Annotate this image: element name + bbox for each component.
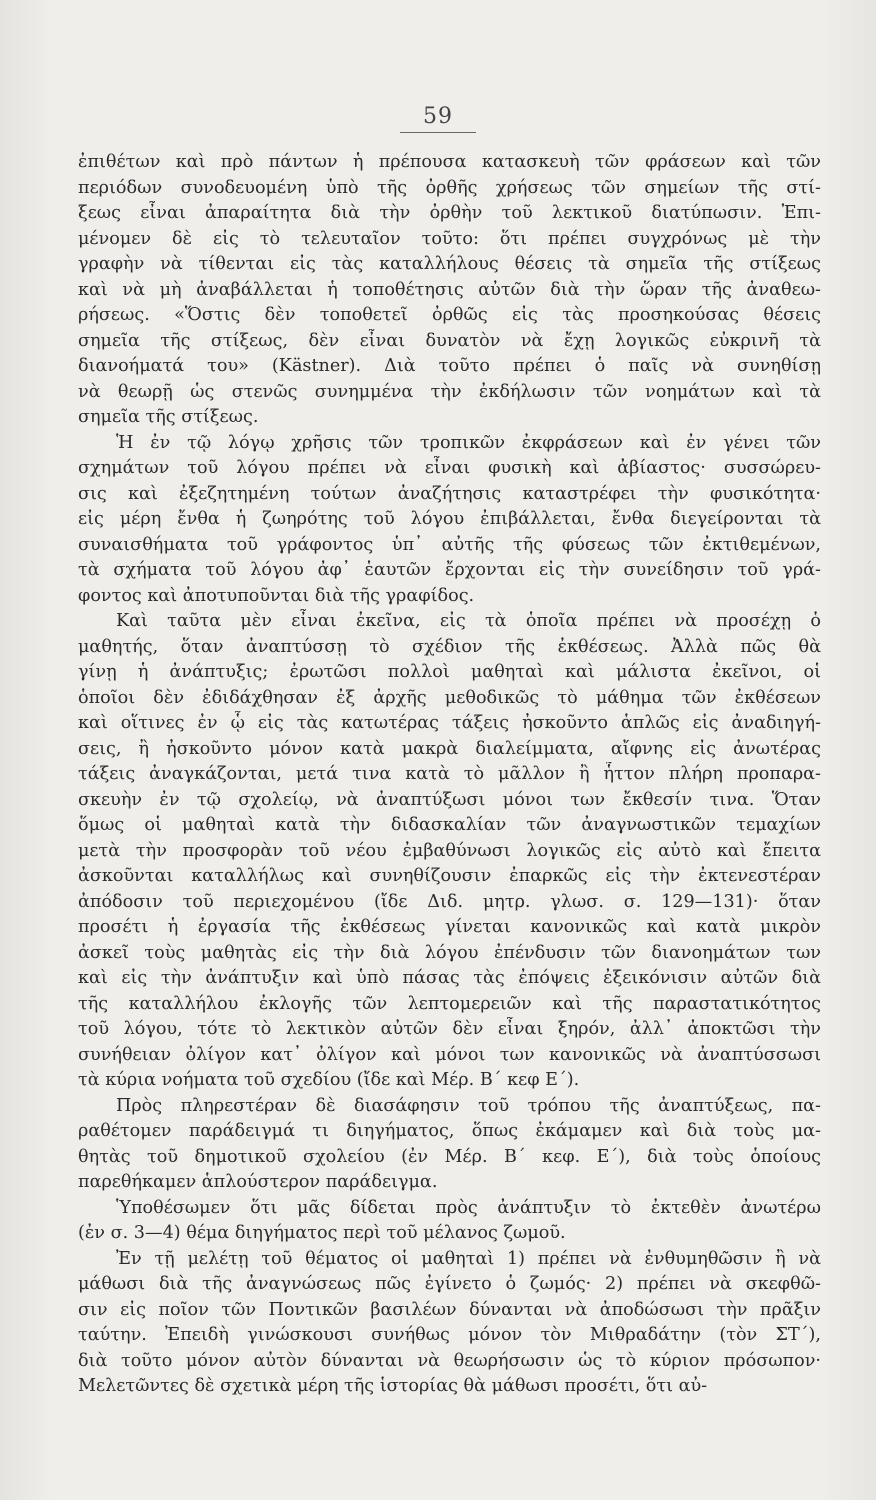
paragraph [78, 1196, 821, 1247]
body-text [78, 150, 821, 1400]
paragraph [78, 609, 821, 1094]
text-line: φοντος καὶ ἀποτυποῦνται διὰ τῆς γραφίδος. [78, 585, 475, 606]
text-line: Ὑποθέσωμεν ὅτι μᾶς δίδεται πρὸς ἀνάπτυξιν τὸ ἐκτεθὲν ἀνωτέρω [116, 1197, 821, 1218]
text-line: εἰς μέρη ἔνθα ἡ ζωηρότης τοῦ λόγου ἐπιβάλλεται, ἔνθα διεγείρονται τὰ [78, 509, 821, 529]
text-line: συναισθήματα τοῦ γράφοντος ὑπ᾽ αὐτῆς τῆς φύσεως τῶν ἐκτιθεμένων, [78, 534, 821, 555]
text-line: καὶ νὰ μὴ ἀναβάλλεται ἡ τοποθέτησις αὐτῶν διὰ τὴν ὥραν τῆς ἀναθεω- [78, 279, 821, 300]
text-line: σημεῖα τῆς στίξεως. [78, 407, 259, 427]
text-line: μετὰ τὴν προσφορὰν τοῦ νέου ἐμβαθύνωσι λογικῶς εἰς αὐτὸ καὶ ἔπειτα [78, 840, 821, 861]
text-line: διανοήματά του» (Kästner). Διὰ τοῦτο πρέπει ὁ παῖς νὰ συνηθίσῃ [78, 356, 821, 376]
text-line: καὶ οἵτινες ἐν ᾧ εἰς τὰς κατωτέρας τάξεις ἠσκοῦντο ἁπλῶς εἰς ἀναδιηγή- [78, 713, 821, 733]
text-line: προσέτι ἡ ἐργασία τῆς ἐκθέσεως γίνεται κανονικῶς καὶ κατὰ μικρὸν [78, 917, 821, 937]
text-line: ἀσκοῦνται καταλλήλως καὶ συνηθίζουσιν ἐπαρκῶς εἰς τὴν ἐκτενεστέραν [78, 866, 821, 886]
text-line: συνήθειαν ὀλίγον κατ᾽ ὀλίγον καὶ μόνοι των κανονικῶς νὰ ἀναπτύσσωσι [78, 1044, 821, 1065]
text-line: Ἡ ἐν τῷ λόγῳ χρῆσις τῶν τροπικῶν ἐκφράσεων καὶ ἐν γένει τῶν [116, 432, 821, 453]
text-line: τάξεις ἀναγκάζονται, μετά τινα κατὰ τὸ μᾶλλον ἢ ἧττον πλήρη προπαρα- [78, 764, 821, 784]
text-line: τὰ σχήματα τοῦ λόγου ἀφ᾽ ἑαυτῶν ἔρχονται εἰς τὴν συνείδησιν τοῦ γρά- [78, 560, 821, 580]
paragraph [78, 150, 821, 431]
text-line: νὰ θεωρῇ ὡς στενῶς συνημμένα τὴν ἐκδήλωσιν τῶν νοημάτων καὶ τὰ [78, 381, 821, 402]
text-line: Πρὸς πληρεστέραν δὲ διασάφησιν τοῦ τρόπου τῆς ἀναπτύξεως, πα- [116, 1095, 821, 1116]
text-line: τοῦ λόγου, τότε τὸ λεκτικὸν αὐτῶν δὲν εἶναι ξηρόν, ἀλλ᾽ ἀποκτῶσι τὴν [78, 1019, 821, 1039]
text-line: ταύτην. Ἐπειδὴ γινώσκουσι συνήθως μόνον τὸν Μιθραδάτην (τὸν ΣΤ΄), [78, 1325, 821, 1345]
text-line: θητὰς τοῦ δημοτικοῦ σχολείου (ἐν Μέρ. Β΄ κεφ. Ε΄), διὰ τοὺς ὁποίους [78, 1146, 821, 1167]
text-line: σεις, ἢ ἠσκοῦντο μόνον κατὰ μακρὰ διαλείμματα, αἴφνης εἰς ἀνωτέρας [78, 738, 821, 759]
text-line: γραφὴν νὰ τίθενται εἰς τὰς καταλλήλους θέσεις τὰ σημεῖα τῆς στίξεως [78, 254, 821, 274]
text-line: μάθωσι διὰ τῆς ἀναγνώσεως πῶς ἐγίνετο ὁ ζωμός· 2) πρέπει νὰ σκεφθῶ- [78, 1274, 821, 1294]
text-line: καὶ εἰς τὴν ἀνάπτυξιν καὶ ὑπὸ πάσας τὰς ἐπόψεις ἐξεικόνισιν αὐτῶν διὰ [78, 968, 821, 988]
text-line: σιν εἰς ποῖον τῶν Ποντικῶν βασιλέων δύνανται νὰ ἀποδώσωσι τὴν πρᾶξιν [78, 1299, 821, 1320]
text-line: σκευὴν ἐν τῷ σχολείῳ, νὰ ἀναπτύξωσι μόνοι των ἔκθεσίν τινα. Ὅταν [78, 789, 821, 810]
text-line: ἐπιθέτων καὶ πρὸ πάντων ἡ πρέπουσα κατασκευὴ τῶν φράσεων καὶ τῶν [78, 152, 821, 172]
text-line: Καὶ ταῦτα μὲν εἶναι ἐκεῖνα, εἰς τὰ ὁποῖα πρέπει νὰ προσέχῃ ὁ [116, 611, 821, 631]
text-line: ἀσκεῖ τοὺς μαθητὰς εἰς τὴν διὰ λόγου ἐπένδυσιν τῶν διανοημάτων των [78, 942, 821, 963]
text-line: μαθητής, ὅταν ἀναπτύσσῃ τὸ σχέδιον τῆς ἐκθέσεως. Ἀλλὰ πῶς θὰ [78, 636, 821, 657]
text-line: γίνῃ ἡ ἀνάπτυξις; ἐρωτῶσι πολλοὶ μαθηταὶ καὶ μάλιστα ἐκεῖνοι, οἱ [78, 662, 821, 682]
page-number: 59 [423, 104, 453, 129]
text-line: παρεθήκαμεν ἁπλούστερον παράδειγμα. [78, 1172, 438, 1192]
text-line: ραθέτομεν παράδειγμά τι διηγήματος, ὅπως ἐκάμαμεν καὶ διὰ τοὺς μα- [78, 1121, 821, 1141]
text-line: τὰ κύρια νοήματα τοῦ σχεδίου (ἴδε καὶ Μέρ. Β΄ κεφ Ε΄). [78, 1070, 580, 1090]
text-line: ξεως εἶναι ἀπαραίτητα διὰ τὴν ὀρθὴν τοῦ λεκτικοῦ διατύπωσιν. Ἐπι- [78, 203, 821, 223]
text-line: τῆς καταλλήλου ἐκλογῆς τῶν λεπτομερειῶν καὶ τῆς παραστατικότητος [78, 993, 821, 1014]
page-number-rule [400, 132, 476, 133]
text-line: διὰ τοῦτο μόνον αὐτὸν δύνανται νὰ θεωρήσωσιν ὡς τὸ κύριον πρόσωπον· [78, 1350, 821, 1371]
paragraph [78, 1094, 821, 1196]
text-line: (ἐν σ. 3—4) θέμα διηγήματος περὶ τοῦ μέλανος ζωμοῦ. [78, 1223, 566, 1243]
text-line: περιόδων συνοδευομένη ὑπὸ τῆς ὀρθῆς χρήσεως τῶν σημείων τῆς στί- [78, 177, 821, 198]
text-line: σις καὶ ἐξεζητημένη τούτων ἀναζήτησις καταστρέφει τὴν φυσικότητα· [78, 483, 821, 504]
text-line: μένομεν δὲ εἰς τὸ τελευταῖον τοῦτο: ὅτι πρέπει συγχρόνως μὲ τὴν [78, 228, 821, 249]
paragraph [78, 1247, 821, 1400]
paragraph [78, 431, 821, 610]
text-line: ὁποῖοι δὲν ἐδιδάχθησαν ἐξ ἀρχῆς μεθοδικῶς τὸ μάθημα τῶν ἐκθέσεων [78, 687, 821, 708]
text-line: σημεῖα τῆς στίξεως, δὲν εἶναι δυνατὸν νὰ ἔχῃ λογικῶς εὐκρινῆ τὰ [78, 330, 821, 351]
text-line: Μελετῶντες δὲ σχετικὰ μέρη τῆς ἱστορίας θὰ μάθωσι προσέτι, ὅτι αὐ- [78, 1376, 708, 1396]
text-line: ρήσεως. «Ὅστις δὲν τοποθετεῖ ὀρθῶς εἰς τὰς προσηκούσας θέσεις [78, 305, 821, 325]
text-line: ὅμως οἱ μαθηταὶ κατὰ τὴν διδασκαλίαν τῶν ἀναγνωστικῶν τεμαχίων [78, 815, 821, 835]
text-line: σχημάτων τοῦ λόγου πρέπει νὰ εἶναι φυσικὴ καὶ ἀβίαστος· συσσώρευ- [78, 458, 821, 478]
text-line: Ἐν τῇ μελέτῃ τοῦ θέματος οἱ μαθηταὶ 1) πρέπει νὰ ἐνθυμηθῶσιν ἢ νὰ [116, 1248, 821, 1269]
text-line: ἀπόδοσιν τοῦ περιεχομένου (ἴδε Διδ. μητρ. γλωσ. σ. 129—131)· ὅταν [78, 891, 821, 912]
